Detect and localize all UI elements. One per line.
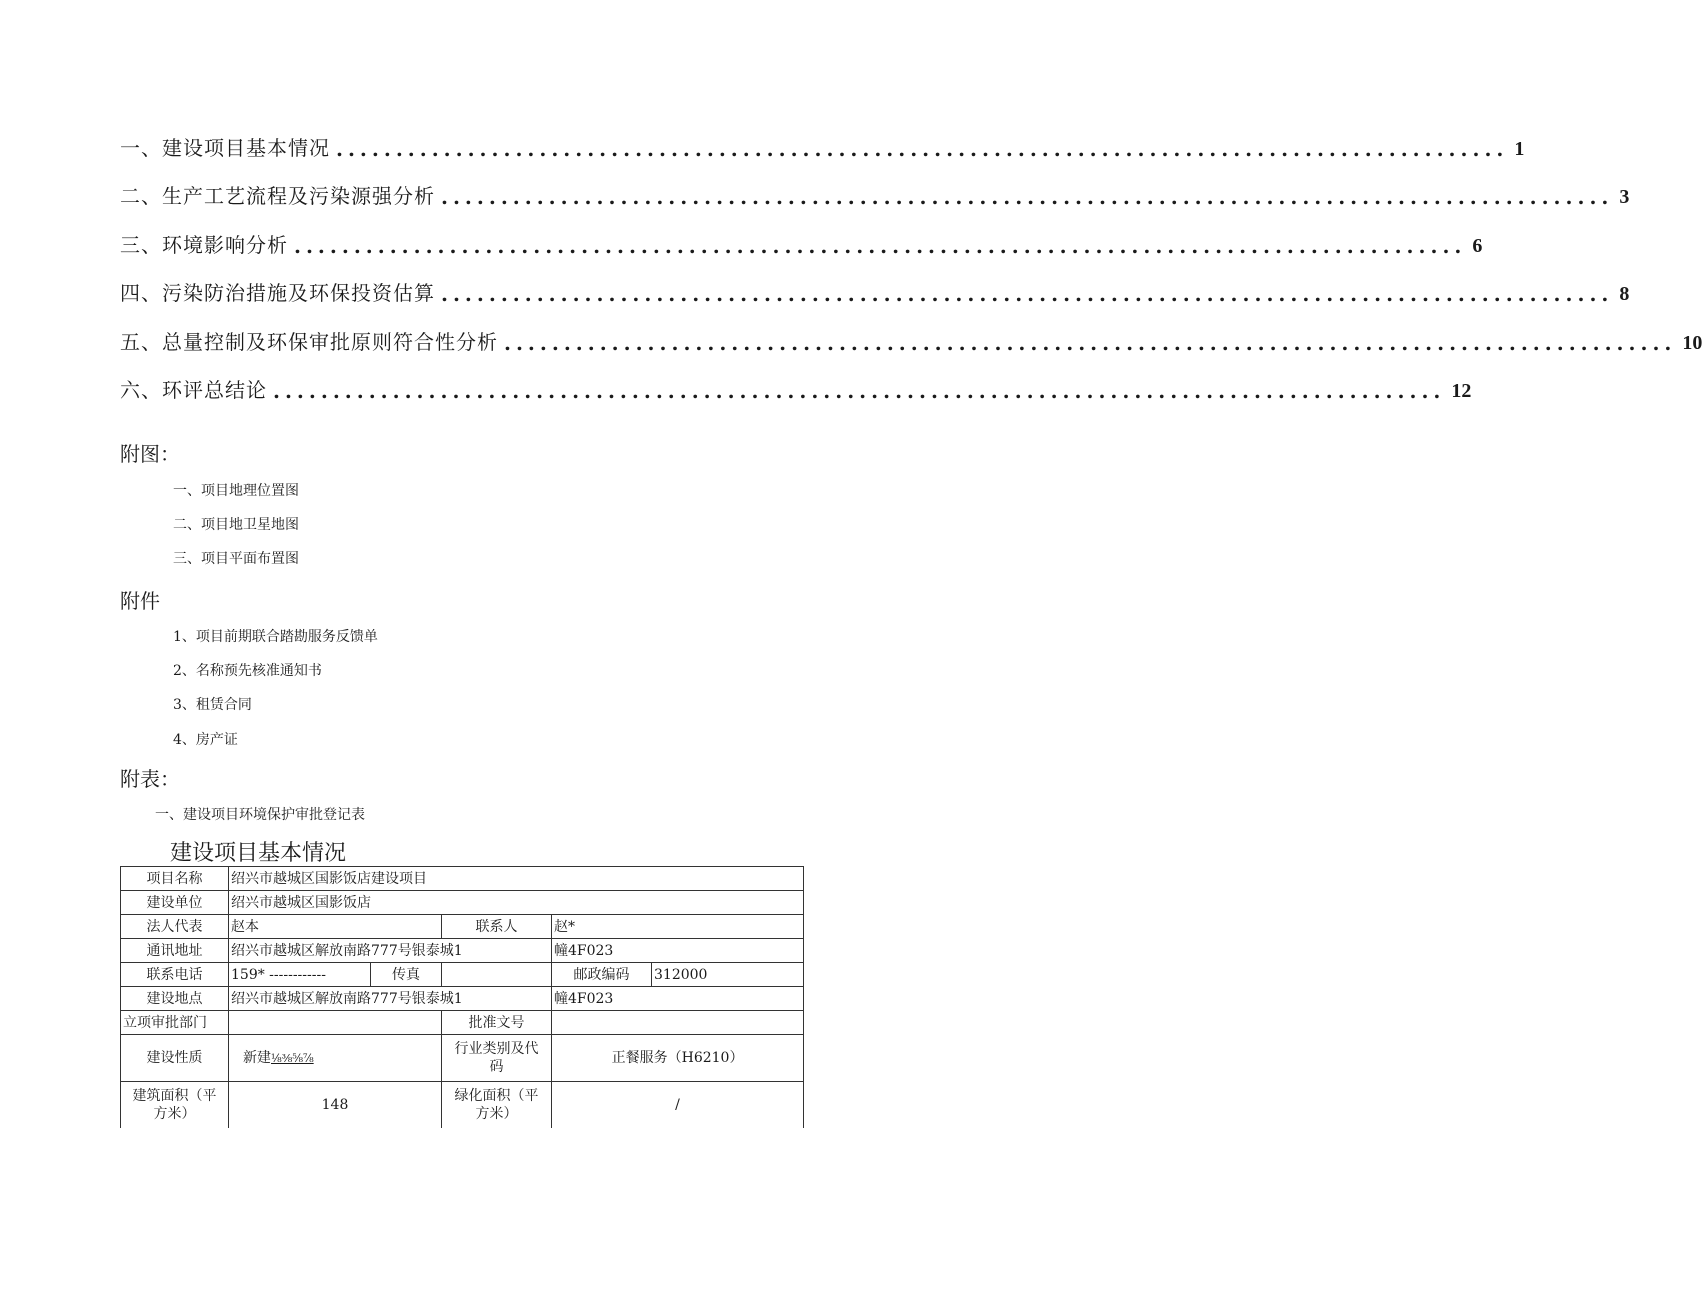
- unit-value: 绍兴市越城区国影饭店: [229, 891, 804, 915]
- schedules-heading: 附表：: [120, 767, 180, 791]
- project-name-label: 项目名称: [121, 867, 229, 891]
- contact-value: 赵*: [552, 915, 804, 939]
- table-of-contents: [120, 112, 1702, 403]
- toc-entry-title: 四、污染防治措施及环保投资估算: [120, 281, 435, 305]
- figure-item[interactable]: 三、项目平面布置图: [173, 551, 299, 567]
- schedule-item[interactable]: 一、建设项目环境保护审批登记表: [155, 807, 365, 823]
- attachment-item[interactable]: 1、项目前期联合踏勘服务反馈单: [173, 629, 378, 645]
- address-value-b: 幢4F023: [552, 939, 804, 963]
- table-row: [121, 1011, 804, 1035]
- address-label: 通讯地址: [121, 939, 229, 963]
- phone-label: 联系电话: [121, 963, 229, 987]
- toc-entry-title: 二、生产工艺流程及污染源强分析: [120, 184, 435, 208]
- figure-item[interactable]: 一、项目地理位置图: [173, 483, 299, 499]
- toc-entry-page: 3: [1619, 186, 1630, 208]
- toc-entry-page: 12: [1451, 380, 1472, 402]
- toc-entry-title: 六、环评总结论: [120, 378, 267, 402]
- attachment-item[interactable]: 3、租赁合同: [173, 697, 252, 713]
- address-value-a: 绍兴市越城区解放南路777号银泰城1: [229, 939, 552, 963]
- table-row: [121, 1035, 804, 1082]
- approval-dept-label: 立项审批部门: [121, 1011, 229, 1035]
- table-row: [121, 987, 804, 1011]
- fax-value: [442, 963, 552, 987]
- basic-info-table: [120, 866, 804, 1128]
- green-area-label-line1: 绿化面积（平: [454, 1088, 539, 1104]
- postcode-value: 312000: [652, 963, 804, 987]
- unit-label: 建设单位: [121, 891, 229, 915]
- contact-label: 联系人: [442, 915, 552, 939]
- toc-leader-dots: ..................................................................................................: [441, 185, 1614, 209]
- industry-label-line2: 码: [489, 1059, 504, 1075]
- basic-info-title: 建设项目基本情况: [170, 841, 347, 866]
- approval-dept-value: [229, 1011, 442, 1035]
- approval-no-label: 批准文号: [442, 1011, 552, 1035]
- toc-entry-page: 1: [1514, 137, 1525, 160]
- toc-entry[interactable]: [120, 355, 1472, 404]
- legal-rep-value: 赵本: [229, 915, 442, 939]
- floor-area-label: [121, 1082, 229, 1129]
- toc-entry[interactable]: [120, 209, 1483, 258]
- table-row: [121, 963, 804, 987]
- toc-entry-page: 8: [1619, 283, 1630, 305]
- site-value-a: 绍兴市越城区解放南路777号银泰城1: [229, 987, 552, 1011]
- fax-label: 传真: [371, 963, 442, 987]
- floor-area-label-line1: 建筑面积（平: [132, 1088, 217, 1104]
- toc-entry[interactable]: [120, 258, 1630, 307]
- toc-entry-title: 五、总量控制及环保审批原则符合性分析: [120, 329, 498, 354]
- floor-area-value: 148: [229, 1082, 442, 1129]
- approval-no-value: [552, 1011, 804, 1035]
- table-row: [121, 891, 804, 915]
- attachments-heading: 附件: [120, 589, 160, 613]
- attachment-item[interactable]: 2、名称预先核准通知书: [173, 663, 322, 679]
- nature-value: [229, 1035, 442, 1082]
- toc-entry-page: 6: [1472, 234, 1483, 257]
- toc-leader-dots: ..................................................................................................: [504, 330, 1677, 355]
- nature-text: 新建: [243, 1049, 271, 1066]
- toc-entry[interactable]: [120, 112, 1525, 161]
- toc-entry-title: 一、建设项目基本情况: [120, 135, 330, 160]
- toc-leader-dots: ..................................................................................................: [336, 136, 1509, 161]
- floor-area-label-line2: 方米）: [153, 1106, 196, 1122]
- green-area-label: [442, 1082, 552, 1129]
- industry-label-line1: 行业类别及代: [454, 1041, 539, 1057]
- toc-entry[interactable]: [120, 306, 1702, 355]
- legal-rep-label: 法人代表: [121, 915, 229, 939]
- toc-leader-dots: ..................................................................................................: [441, 282, 1614, 306]
- industry-value: 正餐服务（H6210）: [552, 1035, 804, 1082]
- nature-options: ⅛⅜⅝⅞: [271, 1051, 314, 1065]
- toc-entry-page: 10: [1682, 331, 1702, 354]
- table-row: [121, 939, 804, 963]
- industry-label: [442, 1035, 552, 1082]
- green-area-value: /: [552, 1082, 804, 1129]
- site-label: 建设地点: [121, 987, 229, 1011]
- phone-value: 159* ------------: [229, 963, 371, 987]
- project-name-value: 绍兴市越城区国影饭店建设项目: [229, 867, 804, 891]
- postcode-label: 邮政编码: [552, 963, 652, 987]
- toc-leader-dots: ..................................................................................................: [273, 379, 1446, 403]
- green-area-label-line2: 方米）: [475, 1106, 518, 1122]
- table-row: [121, 915, 804, 939]
- table-row: [121, 1082, 804, 1129]
- figures-heading: 附图：: [120, 442, 180, 466]
- nature-label: 建设性质: [121, 1035, 229, 1082]
- toc-entry-title: 三、环境影响分析: [120, 232, 288, 257]
- table-row: [121, 867, 804, 891]
- figure-item[interactable]: 二、项目地卫星地图: [173, 517, 299, 533]
- site-value-b: 幢4F023: [552, 987, 804, 1011]
- toc-entry[interactable]: [120, 161, 1630, 210]
- attachment-item[interactable]: 4、房产证: [173, 732, 238, 748]
- toc-leader-dots: ..................................................................................................: [294, 233, 1467, 258]
